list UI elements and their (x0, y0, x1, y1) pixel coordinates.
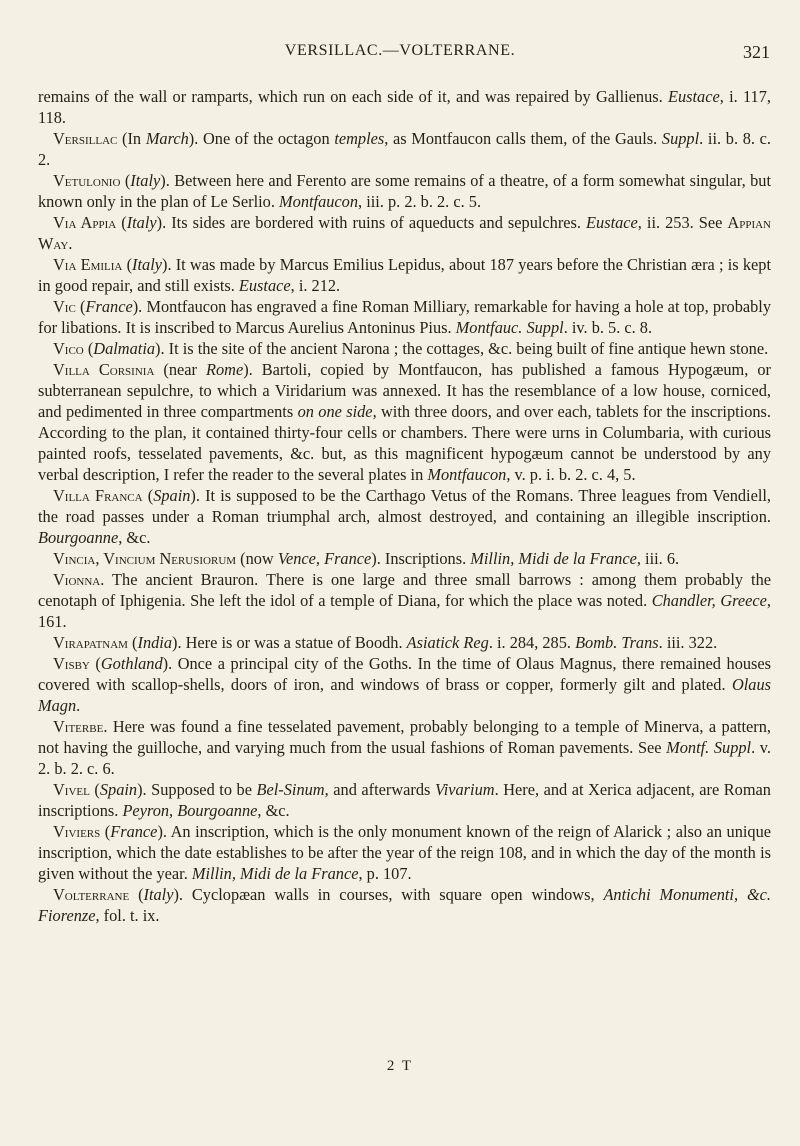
entry-text: ( (116, 213, 127, 232)
italic-reference: Montf. Suppl (666, 738, 752, 757)
entry-headword: Visby (53, 654, 90, 673)
entry-text: . v. 2. b. 2. c. 6. (38, 738, 771, 778)
entry-text: ). Once a principal city of the Goths. In the time of Olaus Magnus, there remained houses covered with scallop-shells, doors of iron, and windows of brass or copper, formerly gilt and plated. (38, 654, 772, 694)
italic-reference: Dalmatia (93, 339, 156, 358)
entry-paragraph (38, 569, 771, 632)
entry-paragraph (38, 716, 771, 779)
entry-headword: Virapatnam (53, 633, 128, 652)
entry-headword: Vic (53, 297, 76, 316)
italic-reference: Millin, Midi de la France (470, 549, 637, 568)
entry-text: ). An inscription, which is the only monument known of the reign of Alarick ; also an unique inscription, which the date establishes to be after the year of the reign 108, and in which the day of the month is given without the year. (38, 822, 772, 883)
entry-text: (near (154, 360, 206, 379)
italic-reference: Bourgoanne (38, 528, 119, 547)
italic-reference: France (85, 297, 133, 316)
entry-headword: Viviers (53, 822, 101, 841)
entry-text: . (76, 696, 81, 715)
entry-text: ( (100, 822, 111, 841)
entry-paragraph (38, 170, 771, 212)
italic-reference: Italy (143, 885, 174, 904)
italic-reference: Suppl (661, 129, 700, 148)
entry-headword: Via Appia (53, 213, 117, 232)
entry-text: ( (83, 339, 94, 358)
entry-paragraph (38, 821, 771, 884)
entry-paragraph (38, 485, 771, 548)
entry-text: . ii. b. 8. c. 2. (38, 129, 772, 169)
entry-text: ). It is the site of the ancient Narona ; the cottages, &c. being built of fine antique hewn stone. (155, 339, 769, 358)
entry-text: , i. 117, 118. (38, 87, 771, 127)
italic-reference: Gothland (100, 654, 163, 673)
italic-reference: Montfaucon (427, 465, 507, 484)
entry-text: , i. 212. (290, 276, 341, 295)
entry-text: ). Between here and Ferento are some remains of a theatre, of a form somewhat singular, but known only in the plan of Le Serlio. (38, 171, 771, 211)
italic-reference: Bomb. Trans (575, 633, 659, 652)
entry-paragraph (38, 254, 771, 296)
entry-text: , p. 107. (358, 864, 412, 883)
entry-text: ). It was made by Marcus Emilius Lepidus, about 187 years before the Christian æra ; is kept in good repair, and still exists. (38, 255, 772, 295)
entry-text: ). Cyclopæan walls in courses, with square open windows, (173, 885, 604, 904)
entry-paragraph (38, 548, 771, 569)
italic-reference: Montfaucon (279, 192, 359, 211)
entry-headword: Via Emilia (53, 255, 123, 274)
italic-reference: Bel-Sinum (256, 780, 325, 799)
entry-text: ). One of the octagon (188, 129, 335, 148)
entry-text: ( (122, 255, 133, 274)
entry-text: , fol. t. ix. (95, 906, 160, 925)
italic-reference: Vence, France (277, 549, 372, 568)
italic-reference: Asiatick Reg (406, 633, 489, 652)
entry-text: (In (117, 129, 146, 148)
entry-text: , and afterwards (324, 780, 435, 799)
entry-paragraph (38, 296, 771, 338)
entry-text: ). Its sides are bordered with ruins of aqueducts and sepulchres. (156, 213, 587, 232)
italic-reference: temples (334, 129, 385, 148)
entry-headword: Vivel (53, 780, 90, 799)
page-header (0, 42, 800, 72)
italic-reference: Antichi Monumenti, &c. Fiorenze (38, 885, 771, 925)
entry-text: , iii. 6. (636, 549, 680, 568)
entry-paragraph (38, 338, 771, 359)
italic-reference: Italy (126, 213, 157, 232)
entry-text: ( (120, 171, 131, 190)
entry-text: ( (89, 654, 101, 673)
italic-reference: Montfauc. Suppl (455, 318, 564, 337)
italic-reference: on one side (297, 402, 373, 421)
italic-reference: March (145, 129, 189, 148)
italic-reference: Vivarium (434, 780, 495, 799)
entry-text: ). Inscriptions. (371, 549, 471, 568)
entry-text: ( (127, 633, 138, 652)
entry-text: ). Supposed to be (137, 780, 257, 799)
entry-text: . Here was found a fine tesselated pavement, probably belonging to a temple of Minerva, a pattern, not having the guilloche, and varying much from the usual fashions of Roman pavements. See (38, 717, 771, 757)
entry-text: , ii. 253. See (637, 213, 728, 232)
italic-reference: Chandler, Greece (651, 591, 767, 610)
entry-text: , as Montfaucon calls them, of the Gauls. (384, 129, 662, 148)
running-head: VERSILLAC.—VOLTERRANE. (284, 42, 516, 59)
entry-text: . iii. 322. (658, 633, 718, 652)
italic-reference: Rome (206, 360, 244, 379)
entry-text: , v. p. i. b. 2. c. 4, 5. (506, 465, 636, 484)
italic-reference: India (137, 633, 172, 652)
italic-reference: Eustace (667, 87, 720, 106)
entry-text: , with three doors, and over each, tablets for the inscriptions. According to the plan, it contained thirty-four cells or chambers. There were urns in Columbaria, with curious painted roofs, tesselated pavements, &c. but, as this magnificent hypogæum cannot be understood by any verbal description, I refer the reader to the several plates in (38, 402, 771, 484)
entry-text: . Here, and at Xerica adjacent, are Roman inscriptions. (38, 780, 771, 820)
italic-reference: Italy (130, 171, 161, 190)
entry-headword: Vincia, Vincium Nerusiorum (53, 549, 237, 568)
entry-paragraph (38, 86, 771, 128)
entry-headword: Vetulonio (53, 171, 121, 190)
entry-text: . i. 284, 285. (488, 633, 576, 652)
italic-reference: Eustace (238, 276, 291, 295)
italic-reference: Millin, Midi de la France (191, 864, 359, 883)
entry-headword: Vico (53, 339, 84, 358)
entry-text: ). Montfaucon has engraved a fine Roman Milliary, remarkable for having a hole at top, probably for libations. It is inscribed to Marcus Aurelius Antoninus Pius. (38, 297, 772, 337)
entry-text: . (68, 234, 73, 253)
italic-reference: Italy (132, 255, 162, 274)
entry-headword: Villa Franca (53, 486, 143, 505)
entry-text: , &c. (118, 528, 151, 547)
entry-text: ( (75, 297, 86, 316)
entry-text: ). Bartoli, copied by Montfaucon, has published a famous Hypogæum, or subterranean sepulchre, to which a Viridarium was annexed. It has the resemblance of a low house, corniced, and pedimented in three compartments (38, 360, 771, 421)
entry-text: . iv. b. 5. c. 8. (563, 318, 653, 337)
entry-text: , 161. (38, 591, 771, 631)
entry-text: ). It is supposed to be the Carthago Vetus of the Romans. Three leagues from Vendiell, the road passes under a Roman triumphal arch, almost destroyed, and containing an illegible inscription. (38, 486, 772, 526)
entry-headword: Vionna (53, 570, 101, 589)
entry-paragraph (38, 632, 771, 653)
entry-text: remains of the wall or ramparts, which run on each side of it, and was repaired by Gallienus. (38, 87, 668, 106)
entry-paragraph (38, 779, 771, 821)
entry-text: ( (142, 486, 154, 505)
entry-headword: Villa Corsinia (53, 360, 155, 379)
italic-reference: Olaus Magn (38, 675, 771, 715)
page-number: 321 (743, 42, 770, 62)
italic-reference: Eustace (586, 213, 638, 232)
italic-reference: Spain (153, 486, 191, 505)
entry-text: , iii. p. 2. b. 2. c. 5. (358, 192, 482, 211)
printer-signature: 2 T (386, 1058, 414, 1074)
entry-paragraph (38, 212, 771, 254)
entry-text: . The ancient Brauron. There is one large and three small barrows : among them probably the cenotaph of Iphigenia. She left the idol of a temple of Diana, for which the place was noted. (38, 570, 771, 610)
entry-paragraph (38, 359, 771, 485)
entry-paragraph (38, 884, 771, 926)
entry-headword: Appian Way (38, 213, 771, 253)
entry-text: ( (129, 885, 144, 904)
entry-text: (now (236, 549, 278, 568)
entry-text: , &c. (257, 801, 290, 820)
italic-reference: Peyron, Bourgoanne (122, 801, 258, 820)
entry-headword: Versillac (53, 129, 118, 148)
gazetteer-entries (38, 86, 771, 926)
italic-reference: France (110, 822, 158, 841)
entry-headword: Volterrane (53, 885, 130, 904)
entry-headword: Viterbe (53, 717, 104, 736)
italic-reference: Spain (99, 780, 138, 799)
entry-paragraph (38, 128, 771, 170)
entry-text: ). Here is or was a statue of Boodh. (172, 633, 407, 652)
entry-paragraph (38, 653, 771, 716)
entry-text: ( (89, 780, 100, 799)
